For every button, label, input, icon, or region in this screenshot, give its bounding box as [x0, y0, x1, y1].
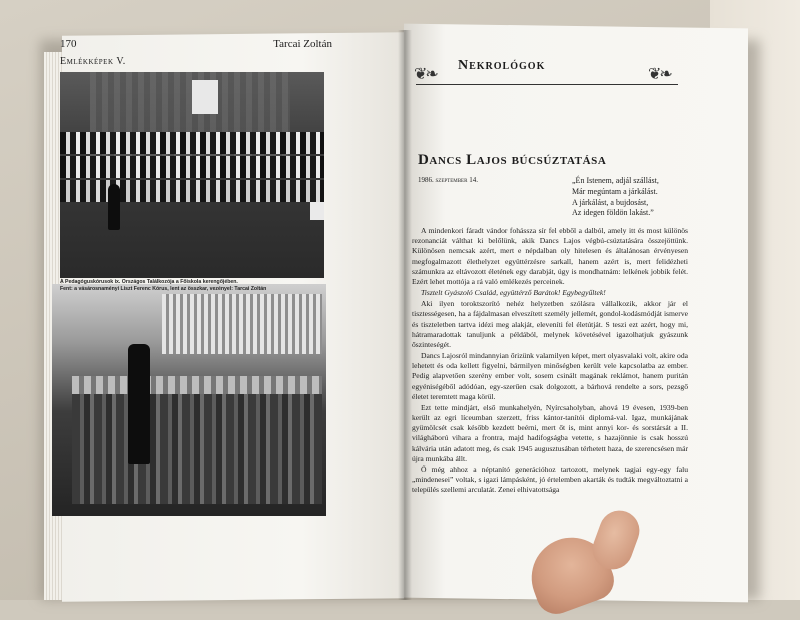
music-stand [310, 202, 324, 220]
stage-banner [192, 80, 218, 114]
author-name: Tarcai Zoltán [273, 38, 332, 50]
caption-line: A Pedagóguskórusok ix. Országos Találkozója a Főiskola kerengőjében. [60, 279, 238, 285]
article-title: Dancs Lajos búcsúztatása [418, 152, 607, 168]
epigraph-line: Az idegen földön lakást.” [572, 208, 654, 218]
decorative-ornament-icon: ❦❧ [414, 66, 437, 83]
caption-line: Fent: a vásárosnaményi Liszt Ferenc Kórus, lent az összkar, vezényel: Tarcai Zoltán [60, 285, 267, 292]
choir-row [60, 156, 324, 178]
paragraph: Ő még ahhoz a néptanító generációhoz tartozott, melynek tagjai egy-egy falu „mindenesei” voltak, s igazi lámpásként, jó értelemben akarták és tudták megváltoztatni a település szellemi arculatát. Zenei elhivatottsága [412, 464, 688, 495]
paragraph: Tisztelt Gyászoló Család, együttérző Barátok! Egybegyűltek! [421, 288, 606, 298]
section-title-left: Emlékképek V. [60, 56, 126, 67]
choir-photo-top [60, 72, 324, 278]
choir-row [60, 132, 324, 154]
paragraph: Ezt tette mindjárt, első munkahelyén, Nyírcsaholyban, ahová 19 évesen, 1939-ben került az egri líceumban szerzett, friss kántor-tanítói diplomá-val. Igaz, munkájának gyümölcsét csak később kezdett beérni, mert őt is, mint annyi kor- és sorstársát a II. világháború vihara a frontra, majd hadifogságba vetette, s hazajönnie is csak hosszú kálvária után adatott meg, és csak 1945 augusztusában térhetett haza, de szerencsésen már újra munkába állt. [412, 402, 688, 463]
choir-photo-bottom [52, 284, 326, 516]
paragraph: Dancs Lajosról mindannyian őrizünk valamilyen képet, mert olyasvalaki volt, akire oda lehetett és oda kellett figyelni, bármilyen minőségben került vele kapcsolatba az ember. Pedig alapvetően szerény ember volt, sosem csinált magának reklámot, hanem puritán egyéniségéből adódóan, egy-szerűen csak dolgozott, a bárhová rendelte a sors, pezsgő életet teremtett maga körül. [412, 351, 688, 401]
women-choir [72, 394, 322, 504]
epigraph-line: Már megúntam a járkálást. [572, 186, 658, 196]
epigraph-line: A járkálást, a bujdosást, [572, 197, 649, 207]
conductor-figure [108, 184, 120, 230]
header-rule [416, 84, 678, 85]
epigraph-line: „Én Istenem, adjál szállást, [572, 176, 659, 185]
article-date: 1986. szeptember 14. [418, 176, 478, 184]
choir-row [60, 180, 324, 202]
paragraph: Aki ilyen toroktszorító nehéz helyzetben szólásra vállalkozik, akkor jár el tisztességesen, ha a fájdalmasan elveszített személy jellemét, gondol-kodásmódját ismerve és tiszteletben tartva idézi meg alakját, eleveníti fel életútját. S teszi ezt azért, hogy mi, hátramaradottak tanuljunk a példából, melynek követésével igazolhatjuk gyászunk őszinteségét. [412, 299, 688, 349]
book-gutter [398, 30, 412, 600]
decorative-ornament-icon: ❦❧ [648, 66, 671, 83]
photo-caption [60, 279, 326, 292]
section-title-right: Nekrológok [458, 58, 546, 73]
hall-windows [162, 294, 322, 354]
article-body [412, 226, 688, 496]
page-number: 170 [60, 38, 77, 50]
paragraph: A mindenkori fáradt vándor fohássza sír fel ebből a dalból, amely itt és most különös rezonanciát válthat ki belőlünk, akik Dancs Lajos végbú-csúztatására összejöttünk. Különösen nemcsak azért, mert e népdalban oly hitelesen és általánosan érvényesen megfogalmazott élethelyzet együttérzésre sarkall, hanem azért is, mert felidézheti számunkra az eltávozott életének egy darabját, úgy is mondhatnám: lelkének jobbik felét. Ezért lehet mottója a rá való emlékezés perceinek. [412, 226, 688, 286]
left-page-header [60, 38, 332, 50]
conductor-figure [128, 344, 150, 464]
epigraph [572, 176, 659, 219]
